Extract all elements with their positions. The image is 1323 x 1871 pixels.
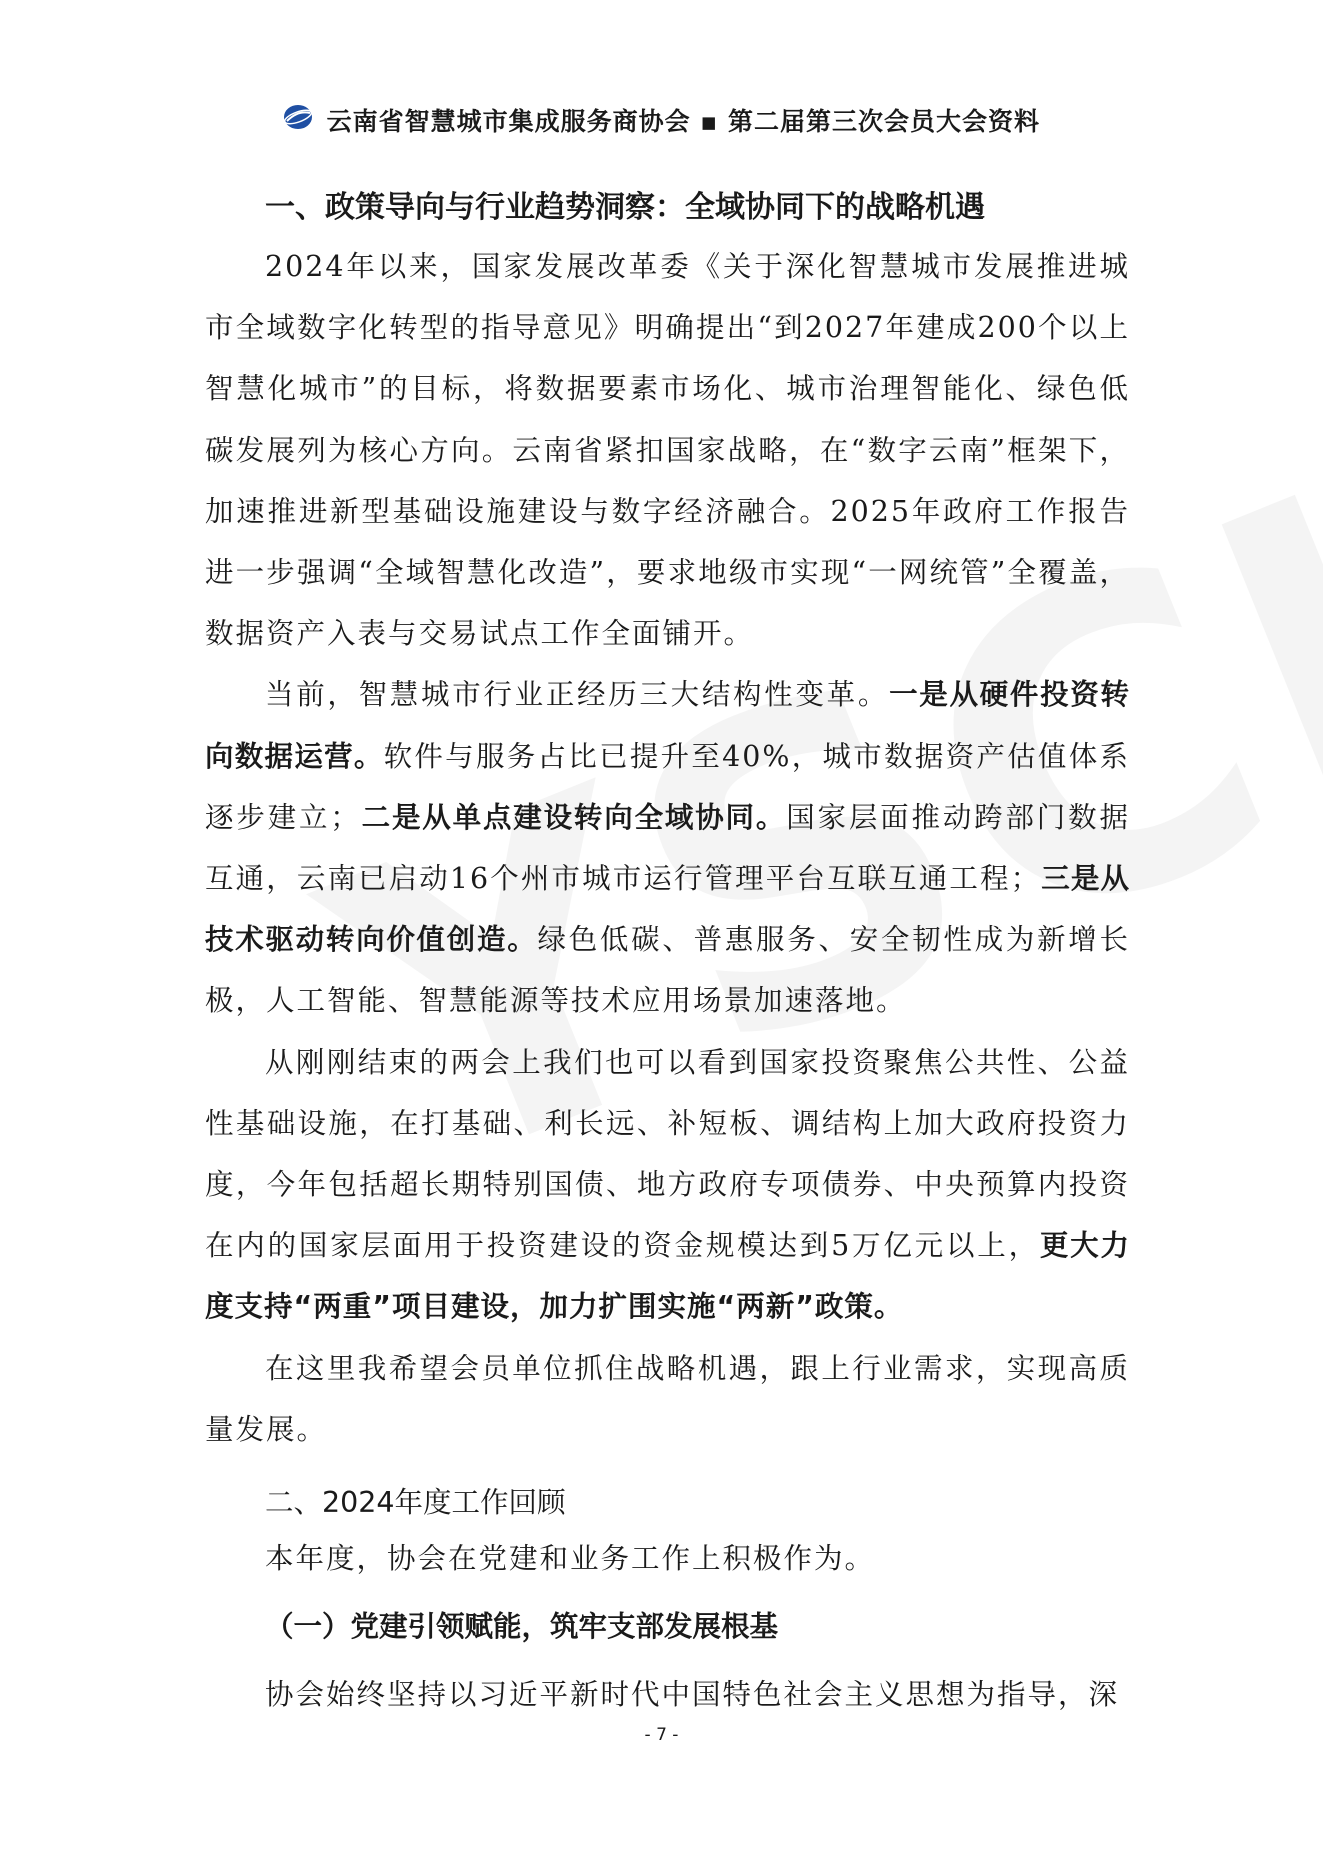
page-number: - 7 -: [644, 1725, 679, 1745]
association-logo-icon: [283, 104, 313, 136]
para2-text-4: 绿色低碳、普惠服务、安全韧性成为新增长极，人工智能、智慧能源等技术应用场景加速落地。: [205, 923, 1130, 1018]
section2-sub1-heading: （一）党建引领赋能，筑牢支部发展根基: [265, 1610, 779, 1644]
header-title: 云南省智慧城市集成服务商协会 ▪ 第二届第三次会员大会资料: [326, 107, 1041, 136]
section1-paragraph-4: 在这里我希望会员单位抓住战略机遇，跟上行业需求，实现高质量发展。: [205, 1351, 1130, 1446]
section1-paragraph-3: [205, 1032, 1130, 1338]
section1-paragraph-2: [205, 664, 1130, 1031]
para3-text-1: 从刚刚结束的两会上我们也可以看到国家投资聚焦公共性、公益性基础设施，在打基础、利长远、补短板、调结构上加大政府投资力度，今年包括超长期特别国债、地方政府专项债券、中央预算内投资在内的国家层面用于投资建设的资金规模达到5万亿元以上，: [205, 1045, 1130, 1263]
para2-text-2: 软件与服务占比已提升至40%，城市数据资产估值体系逐步建立；: [205, 739, 1130, 834]
para2-bold-2: 二是从单点建设转向全域协同。: [360, 800, 787, 834]
para2-bold-1: 一是从硬件投资转向数据运营。: [205, 678, 1130, 773]
page-header: [0, 102, 1323, 138]
section2-sub1-paragraph: 协会始终坚持以习近平新时代中国特色社会主义思想为指导，深: [265, 1678, 1120, 1712]
para2-bold-3: 三是从技术驱动转向价值创造。: [205, 862, 1130, 957]
section2-heading: 二、2024年度工作回顾: [265, 1486, 566, 1520]
section1-heading: 一、政策导向与行业趋势洞察：全域协同下的战略机遇: [265, 190, 985, 225]
para2-text-3: 国家层面推动跨部门数据互通，云南已启动16个州市城市运行管理平台互联互通工程；: [205, 800, 1130, 896]
section1-paragraph-1: 2024年以来，国家发展改革委《关于深化智慧城市发展推进城市全域数字化转型的指导意见》明确提出“到2027年建成200个以上智慧化城市”的目标，将数据要素市场化、城市治理智能化、绿色低碳发展列为核心方向。云南省紧扣国家战略，在“数字云南”框架下，加速推进新型基础设施建设与数字经济融合。2025年政府工作报告进一步强调“全域智慧化改造”，要求地级市实现“一网统管”全覆盖，数据资产入表与交易试点工作全面铺开。: [205, 250, 1130, 651]
document-body: [205, 180, 1130, 1725]
para2-text-1: 当前，智慧城市行业正经历三大结构性变革。: [265, 678, 890, 712]
para3-bold-1: 更大力度支持“两重”项目建设，加力扩围实施“两新”政策。: [205, 1229, 1130, 1324]
section2-intro: 本年度，协会在党建和业务工作上积极作为。: [265, 1542, 876, 1576]
